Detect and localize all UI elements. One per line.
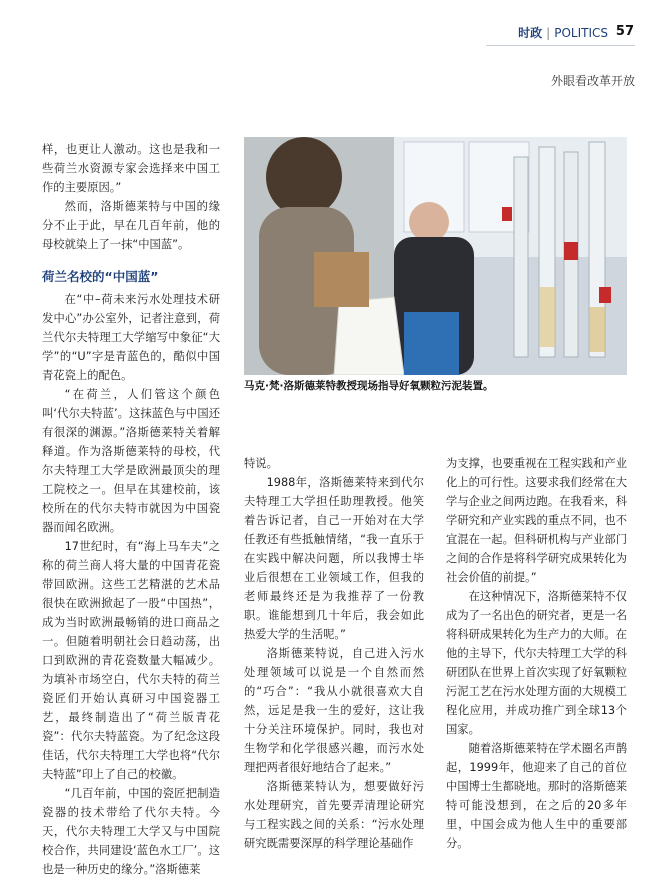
paragraph: 洛斯德莱特说，自己进入污水处理领域可以说是一个自然而然的“巧合”：“我从小就很喜欢大自然，远足是我一生的爱好，这让我十分关注环境保护。同时，我也对生物学和化学很感兴趣，而污水处理把两者很好地结合了起来。”: [244, 647, 424, 774]
section-label: [466, 24, 608, 41]
article-column-2: [244, 454, 424, 853]
paragraph: 在“中–荷未来污水处理技术研发中心”办公室外，记者注意到，荷兰代尔夫特理工大学缩写中象征“大学”的“U”字是青蓝色的，酷似中国青花瓷上的配色。: [42, 293, 220, 382]
paragraph: “在荷兰，人们管这个颜色叫‘代尔夫特蓝’。这抹蓝色与中国还有很深的渊源。”洛斯德莱特关着解释道。作为洛斯德莱特的母校，代尔夫特理工大学是欧洲最顶尖的理工院校之一。但早在其建校前，该校所在的代尔夫特市就因为中国瓷器而闻名欧洲。: [42, 388, 220, 534]
paragraph: 特说。: [244, 457, 278, 470]
article-column-1: [42, 140, 220, 879]
column-title: 外眼看改革开放: [550, 74, 635, 88]
section-en: POLITICS: [554, 26, 608, 40]
article-column-3: [446, 454, 627, 853]
paragraph: 1988年，洛斯德莱特来到代尔夫特理工大学担任助理教授。他笑着告诉记者，自己一开始对在大学任教还有些抵触情绪，“我一直乐于在实践中解决问题，所以我博士毕业后很想在工业领域工作，但我的老师最终还是为我推荐了一份教职。谁能想到几十年后，我会如此热爱大学的生活呢。”: [244, 476, 424, 641]
paragraph: 洛斯德莱特认为，想要做好污水处理研究，首先要弄清理论研究与工程实践之间的关系：“污水处理研究既需要深厚的科学理论基础作: [244, 780, 424, 850]
section-cn: 时政: [518, 26, 543, 40]
paragraph: 为支撑，也要重视在工程实践和产业化上的可行性。这要求我们经常在大学与企业之间两边跑。在我看来，科学研究和产业实践的重点不同，也不宜混在一起。但科研机构与产业部门之间的合作是将科学研究成果转化为社会价值的前提。”: [446, 457, 627, 584]
paragraph: 然而，洛斯德莱特与中国的缘分不止于此，早在几百年前，他的母校就染上了一抹“中国蓝”。: [42, 200, 220, 251]
header-divider: [486, 45, 635, 46]
paragraph: “几百年前，中国的瓷匠把制造瓷器的技术带给了代尔夫特。今天，代尔夫特理工大学又与中国院校合作，共同建设‘蓝色水工厂’。这也是一种历史的缘分。”洛斯德莱: [42, 787, 220, 876]
section-separator: |: [546, 26, 551, 40]
paragraph: 样，也更让人激动。这也是我和一些荷兰水资源专家会选择来中国工作的主要原因。”: [42, 143, 220, 194]
lab-scene-illustration: [244, 137, 627, 375]
subheading: 荷兰名校的“中国蓝”: [42, 269, 159, 284]
paragraph: 17世纪时，有“海上马车夫”之称的荷兰商人将大量的中国青花瓷带回欧洲。这些工艺精湛的艺术品很快在欧洲掀起了一股“中国热”，成为当时欧洲最畅销的进口商品之一。但随着明朝社会日趋动荡，出口到欧洲的青花瓷数量大幅减少。为填补市场空白，代尔夫特的荷兰瓷匠们开始认真研习中国瓷器工艺，最终制造出了“荷兰版青花瓷”：代尔夫特蓝瓷。为了纪念这段佳话，代尔夫特理工大学也将“代尔夫特蓝”印上了自己的校徽。: [42, 540, 220, 781]
photo-caption: 马克·梵·洛斯德莱特教授现场指导好氧颗粒污泥装置。: [244, 380, 494, 392]
article-photo: [244, 137, 627, 375]
page-number: 57: [615, 24, 634, 39]
paragraph: 在这种情况下，洛斯德莱特不仅成为了一名出色的研究者，更是一名将科研成果转化为生产力的大师。在他的主导下，代尔夫特理工大学的科研团队在世界上首次实现了好氧颗粒污泥工艺在污水处理方面的大规模工程化应用，并成功推广到全球13个国家。: [446, 590, 627, 736]
paragraph: 随着洛斯德莱特在学术圈名声鹊起，1999年，他迎来了自己的首位中国博士生都晓地。那时的洛斯德莱特可能没想到，在之后的20多年里，中国会成为他人生中的重要部分。: [446, 742, 627, 850]
